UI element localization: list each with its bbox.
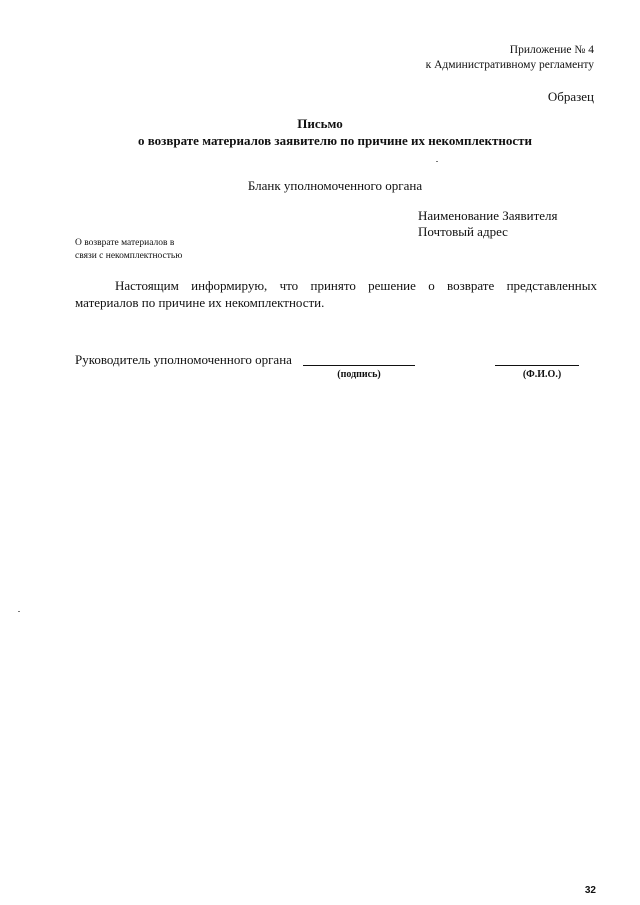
letterhead-placeholder: Бланк уполномоченного органа [247, 178, 423, 193]
page-number: 32 [584, 885, 596, 896]
document-title: Письмо [297, 116, 343, 131]
signer-title: Руководитель уполномоченного органа [75, 352, 292, 367]
recipient-address: Почтовый адрес [418, 224, 508, 239]
annex-number: Приложение № 4 [509, 44, 594, 56]
full-name-caption: (Ф.И.О.) [522, 369, 562, 380]
sample-label: Образец [547, 89, 594, 104]
signature-caption: (подпись) [337, 369, 381, 380]
subject-line-2: связи с некомплектностью [75, 251, 183, 261]
document-subtitle: о возврате материалов заявителю по причине их некомплектности [137, 133, 533, 148]
annex-reference: к Административному регламенту [425, 59, 594, 71]
full-name-line [495, 365, 579, 366]
subject-line-1: О возврате материалов в [75, 238, 175, 248]
signature-line [303, 365, 415, 366]
letter-body: Настоящим информирую, что принято решение о возврате представленных материалов по причине их некомплектности. [75, 278, 597, 310]
recipient-name: Наименование Заявителя [418, 208, 558, 223]
scan-speck [18, 611, 20, 612]
scan-speck [436, 161, 438, 162]
